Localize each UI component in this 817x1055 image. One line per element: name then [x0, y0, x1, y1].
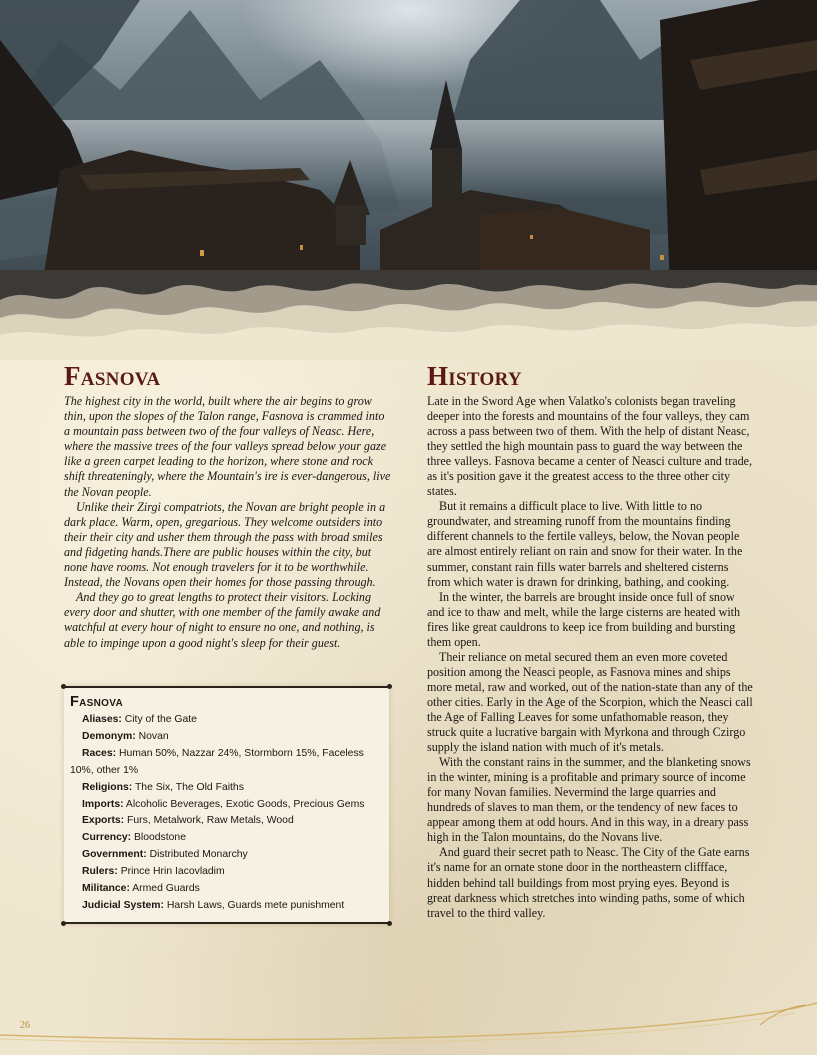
intro-paragraph: And they go to great lengths to protect their visitors. Locking every door and shutter, with one member of the family awake and watchful at every hour of night to ensure no one, and nothing, is able to impinge upon a good night's sleep for their guest.	[64, 590, 381, 650]
sidebar-row-currency: Currency: Bloodstone	[82, 832, 186, 844]
header-illustration-mountain-village	[0, 0, 817, 360]
city-info-sidebar	[64, 686, 389, 924]
sidebar-title: Fasnova	[70, 694, 123, 710]
sidebar-row-exports: Exports: Furs, Metalwork, Raw Metals, Wood	[82, 815, 294, 827]
section-title-fasnova: Fasnova	[64, 361, 161, 391]
sidebar-row-judicial-system: Judicial System: Harsh Laws, Guards mete punishment	[82, 899, 345, 911]
history-paragraph: Their reliance on metal secured them an even more coveted position among the Neasci people, as Fasnova mines and ships more metal, raw and worked, out of the nation-state than any of the other cities. Early in the Age of the Scorpion, which the Neasci call the Age of Falling Leaves for some unfathomable reason, they struck quite a lucrative bargain with Myrkona and through Czirgo supply the island nation with much of it's metals.	[427, 649, 753, 755]
right-column	[427, 362, 753, 921]
sidebar-row-rulers: Rulers: Prince Hrin Iacovladim	[82, 866, 225, 878]
sidebar-row-religions: Religions: The Six, The Old Faiths	[82, 781, 244, 793]
left-column	[64, 362, 392, 651]
history-paragraph: In the winter, the barrels are brought inside once full of snow and ice to thaw and melt, while the large cisterns are heated with fires like great cauldrons to keep ice from building and bursting them open.	[427, 589, 741, 649]
sidebar-row-demonym: Demonym: Novan	[82, 730, 169, 742]
section-title-history: History	[427, 361, 522, 391]
corner-ornament	[61, 921, 66, 926]
intro-text	[64, 394, 392, 651]
history-paragraph: Late in the Sword Age when Valatko's colonists began traveling deeper into the forests and mountains of the four valleys, they cam across a pass between two of them. With the help of distant Neasc, they settled the high mountain pass to guard the way between the three valleys. Fasnova became a center of Neasci culture and trade, as it's position gave it the greatest access to the three other city states.	[427, 394, 753, 499]
history-paragraph: But it remains a difficult place to live. With little to no groundwater, and streaming runoff from the mountains finding different channels to the fertile valleys, below, the Novan people are almost entirely reliant on rain and snow for their water. In the summer, constant rain fills water barrels and sheltered cisterns from which water is drawn for drinking, bathing, and cooking.	[427, 499, 743, 589]
footer-ornament	[0, 995, 817, 1055]
sidebar-row-imports: Imports: Alcoholic Beverages, Exotic Goods, Precious Gems	[82, 798, 365, 810]
corner-ornament	[387, 684, 392, 689]
intro-paragraph: Unlike their Zirgi compatriots, the Novan are bright people in a dark place. Warm, open, gregarious. They welcome outsiders into their their city and usher them through the pass with broad smiles and fidgeting hands.There are public houses within the city, but none have rooms. Not enough travelers for it to be worthwhile. Instead, the Novans open their homes for those passing through.	[64, 499, 386, 590]
sidebar-row-races: Races: Human 50%, Nazzar 24%, Stormborn 15%, Faceless 10%, other 1%	[70, 747, 364, 776]
history-paragraph: With the constant rains in the summer, and the blanketing snows in the winter, mining is a profitable and primary source of income for many Novan families. Nevermind the large quarries and hundreds of slaves to man them, or the tendency of new faces to appear among them at odd hours. And in this way, in a dreary pass high in the Talon mountains, do the Novans live.	[427, 755, 751, 845]
history-paragraph: And guard their secret path to Neasc. The City of the Gate earns it's name for an ornate stone door in the northeastern cliffface, hidden behind tall buildings from most prying eyes. Beyond is great darkness which stretches into winding paths, some of which travel to the third valley.	[427, 845, 750, 920]
history-text	[427, 394, 753, 921]
intro-paragraph: The highest city in the world, built where the air begins to grow thin, upon the slopes of the Talon range, Fasnova is crammed into a mountain pass between two of the four valleys of Neasc. Here, where the massive trees of the four valleys spread below your gaze like a green carpet leading to the horizon, where stone and rock shift threateningly, where the Mountain's ire is ever-dangerous, live the Novan people.	[64, 394, 391, 499]
sidebar-row-government: Government: Distributed Monarchy	[82, 849, 248, 861]
sidebar-row-militance: Militance: Armed Guards	[82, 883, 200, 895]
sidebar-row-aliases: Aliases: City of the Gate	[82, 714, 197, 725]
page-number: 26	[20, 1020, 30, 1031]
